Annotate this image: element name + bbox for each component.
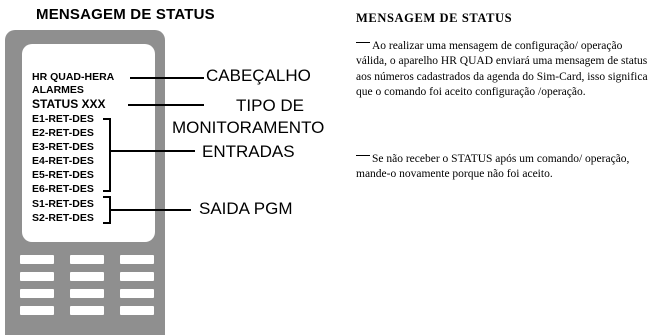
phone-title: MENSAGEM DE STATUS <box>36 6 215 23</box>
callout-monitoring-line2: MONITORAMENTO <box>172 118 325 137</box>
callout-pgm-output: SAIDA PGM <box>199 199 293 218</box>
panel-title: MENSAGEM DE STATUS <box>356 11 513 25</box>
paragraph-2 <box>356 152 648 183</box>
pgm-bracket-bottom <box>103 222 111 224</box>
inputs-bracket-bottom <box>103 190 111 192</box>
screen-line-alarms: ALARMES <box>32 84 84 96</box>
pgm-leader-line <box>111 209 191 211</box>
screen-line-e5: E5-RET-DES <box>32 169 94 181</box>
keypad-key <box>70 306 104 315</box>
dash-icon <box>356 155 370 156</box>
keypad-key <box>70 289 104 298</box>
keypad-key <box>120 272 154 281</box>
monitoring-leader-line <box>128 104 204 106</box>
paragraph-1-text: Ao realizar uma mensagem de configuração/ operação válida, o aparelho HR QUAD enviará uma mensagem de status aos números cadastrados da agenda do Sim-Card, isso significa que o comando foi aceito configuração /operação. <box>356 40 648 98</box>
screen-line-header: HR QUAD-HERA <box>32 71 115 83</box>
screen-line-s1: S1-RET-DES <box>32 198 94 210</box>
keypad-key <box>70 255 104 264</box>
keypad-key <box>70 272 104 281</box>
keypad-key <box>20 289 54 298</box>
paragraph-2-text: Se não receber o STATUS após um comando/ operação, mande-o novamente porque não foi aceito. <box>356 153 630 181</box>
keypad-key <box>120 306 154 315</box>
keypad-key <box>20 255 54 264</box>
paragraph-1 <box>356 39 648 100</box>
keypad-key <box>20 306 54 315</box>
callout-inputs: ENTRADAS <box>202 142 295 161</box>
screen-line-e4: E4-RET-DES <box>32 155 94 167</box>
screen-line-status: STATUS XXX <box>32 97 106 111</box>
screen-line-e1: E1-RET-DES <box>32 113 94 125</box>
screen-line-e3: E3-RET-DES <box>32 141 94 153</box>
dash-icon <box>356 42 370 43</box>
callout-header: CABEÇALHO <box>206 66 311 85</box>
callout-monitoring-line1: TIPO DE <box>236 96 305 115</box>
keypad-key <box>20 272 54 281</box>
header-leader-line <box>130 77 204 79</box>
inputs-bracket-top <box>103 118 111 120</box>
keypad-key <box>120 289 154 298</box>
screen-line-s2: S2-RET-DES <box>32 212 94 224</box>
screen-line-e6: E6-RET-DES <box>32 183 94 195</box>
screen-line-e2: E2-RET-DES <box>32 127 94 139</box>
pgm-bracket-top <box>103 196 111 198</box>
inputs-leader-line <box>111 150 195 152</box>
inputs-bracket <box>109 118 111 192</box>
keypad-key <box>120 255 154 264</box>
